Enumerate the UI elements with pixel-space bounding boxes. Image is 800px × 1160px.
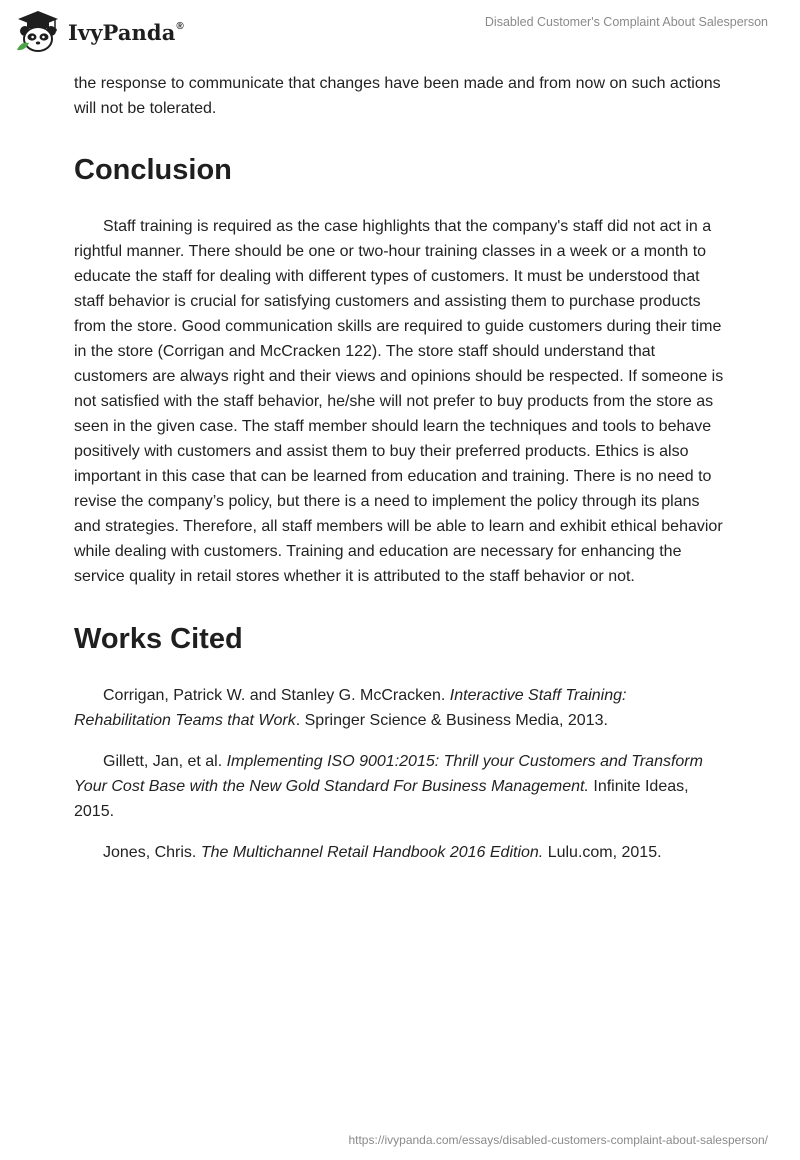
citation-publisher: Lulu.com, 2015. [543, 844, 662, 861]
citation-title: The Multichannel Retail Handbook 2016 Edition. [200, 844, 544, 861]
panda-graduate-icon [14, 10, 62, 54]
works-cited-heading: Works Cited [74, 623, 243, 655]
citation-author: Gillett, Jan, et al. [103, 753, 227, 770]
essay-content [74, 71, 726, 881]
registered-mark: ® [176, 20, 184, 32]
citation-publisher: Infinite Ideas, 2015. [74, 778, 689, 820]
citation-title: Interactive Staff Training: Rehabilitation Teams that Work [74, 687, 627, 729]
brand-name: IvyPanda® [68, 19, 184, 45]
citation-title: Implementing ISO 9001:2015: Thrill your Customers and Transform Your Cost Base with the New Gold Standard For Business Management. [74, 753, 703, 795]
ivypanda-logo[interactable] [14, 10, 184, 54]
citation-author: Jones, Chris. [103, 844, 201, 861]
conclusion-paragraph: Staff training is required as the case highlights that the company's staff did not act in a rightful manner. There should be one or two-hour training classes in a week or a month to educate the staff for dealing with different types of customers. It must be understood that staff behavior is crucial for satisfying customers and assisting them to purchase products from the store. Good communication skills are required to guide customers during their time in the store (Corrigan and McCracken 122). The store staff should understand that customers are always right and their views and opinions should be respected. If someone is not satisfied with the staff behavior, he/she will not prefer to buy products from the store as seen in the given case. The staff member should learn the techniques and tools to behave positively with customers and assist them to buy their preferred products. Ethics is also important in this case that can be learned from education and training. There is no need to revise the company’s policy, but there is a need to implement the policy through its plans and strategies. Therefore, all staff members will be able to learn and exhibit ethical behavior while dealing with customers. Training and education are necessary for enhancing the service quality in retail stores whether it is attributed to the staff behavior or not. [74, 218, 724, 585]
citation-item [74, 683, 726, 733]
source-url[interactable]: https://ivypanda.com/essays/disabled-customers-complaint-about-salesperson/ [348, 1133, 768, 1147]
citation-author: Corrigan, Patrick W. and Stanley G. McCracken. [103, 687, 450, 704]
citation-item [74, 840, 726, 865]
page-header [0, 0, 800, 62]
intro-paragraph: the response to communicate that changes have been made and from now on such actions will not be tolerated. [74, 75, 721, 117]
citation-item [74, 749, 726, 824]
citation-publisher: . Springer Science & Business Media, 2013. [295, 712, 608, 729]
conclusion-heading: Conclusion [74, 154, 232, 186]
document-title: Disabled Customer's Complaint About Salesperson [484, 15, 768, 29]
